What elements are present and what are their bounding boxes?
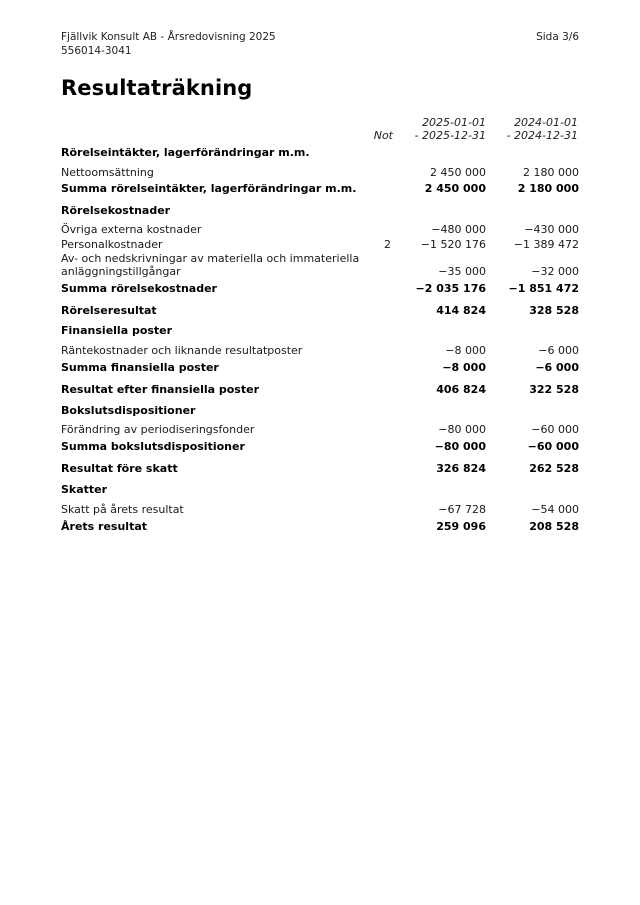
row-label: Resultat före skatt (61, 462, 178, 475)
row-previous-value: −60 000 (531, 423, 579, 436)
row-label: Summa rörelseintäkter, lagerförändringar m.m. (61, 182, 357, 195)
row-current-value: −80 000 (434, 440, 486, 453)
row-label: Personalkostnader (61, 238, 163, 251)
row-current-value: −67 728 (438, 503, 486, 516)
note-header-label: Not (373, 129, 393, 142)
row-label: Summa bokslutsdispositioner (61, 440, 245, 453)
row-label: Resultat efter finansiella poster (61, 383, 259, 396)
row-previous-value: −6 000 (535, 361, 579, 374)
row-current-value: 2 450 000 (430, 166, 486, 179)
row-current-value: 2 450 000 (424, 182, 486, 195)
row-label: Av- och nedskrivningar av materiella och immateriella (61, 252, 360, 265)
row-label: Nettoomsättning (61, 166, 154, 179)
row-current-value: 259 096 (436, 520, 486, 533)
row-current-value: 414 824 (436, 304, 486, 317)
row-current-value: −8 000 (442, 361, 486, 374)
row-previous-value: −60 000 (527, 440, 579, 453)
row-note: 2 (384, 238, 391, 251)
row-current-value: −35 000 (438, 265, 486, 278)
org-number: 556014-3041 (61, 45, 132, 57)
row-previous-value: −54 000 (531, 503, 579, 516)
row-previous-value: 208 528 (529, 520, 579, 533)
row-label: Summa rörelsekostnader (61, 282, 217, 295)
row-label: anläggningstillgångar (61, 265, 181, 278)
row-previous-value: −430 000 (524, 223, 579, 236)
current-period-header (400, 116, 486, 142)
current-period-start: 2025-01-01 (422, 116, 486, 129)
row-current-value: −2 035 176 (415, 282, 486, 295)
row-current-value: 406 824 (436, 383, 486, 396)
row-previous-value: −6 000 (538, 344, 579, 357)
row-current-value: −1 520 176 (420, 238, 486, 251)
row-label: Finansiella poster (61, 324, 173, 337)
row-label: Räntekostnader och liknande resultatposter (61, 344, 303, 357)
row-label: Summa finansiella poster (61, 361, 219, 374)
row-previous-value: 2 180 000 (523, 166, 579, 179)
row-label: Förändring av periodiseringsfonder (61, 423, 255, 436)
row-previous-value: −1 851 472 (508, 282, 579, 295)
row-previous-value: 328 528 (529, 304, 579, 317)
row-previous-value: −32 000 (531, 265, 579, 278)
row-label: Rörelseresultat (61, 304, 157, 317)
row-label: Bokslutsdispositioner (61, 404, 196, 417)
row-label: Skatt på årets resultat (61, 503, 184, 516)
previous-period-header (490, 116, 578, 142)
row-current-value: 326 824 (436, 462, 486, 475)
row-previous-value: 322 528 (529, 383, 579, 396)
row-label: Rörelsekostnader (61, 204, 171, 217)
current-period-end: - 2025-12-31 (414, 129, 486, 142)
row-current-value: −8 000 (445, 344, 486, 357)
previous-period-start: 2024-01-01 (514, 116, 578, 129)
page-title: Resultaträkning (61, 76, 253, 100)
row-previous-value: −1 389 472 (513, 238, 579, 251)
row-current-value: −480 000 (431, 223, 486, 236)
row-previous-value: 2 180 000 (517, 182, 579, 195)
row-current-value: −80 000 (438, 423, 486, 436)
page-header (61, 30, 579, 58)
row-label: Skatter (61, 483, 108, 496)
row-label: Övriga externa kostnader (61, 223, 202, 236)
page-number: Sida 3/6 (536, 31, 579, 43)
note-column-header (360, 129, 393, 142)
company-report-title: Fjällvik Konsult AB - Årsredovisning 2025 (61, 31, 276, 43)
previous-period-end: - 2024-12-31 (506, 129, 578, 142)
row-label: Årets resultat (61, 520, 148, 533)
row-label: Rörelseintäkter, lagerförändringar m.m. (61, 146, 310, 159)
row-previous-value: 262 528 (529, 462, 579, 475)
